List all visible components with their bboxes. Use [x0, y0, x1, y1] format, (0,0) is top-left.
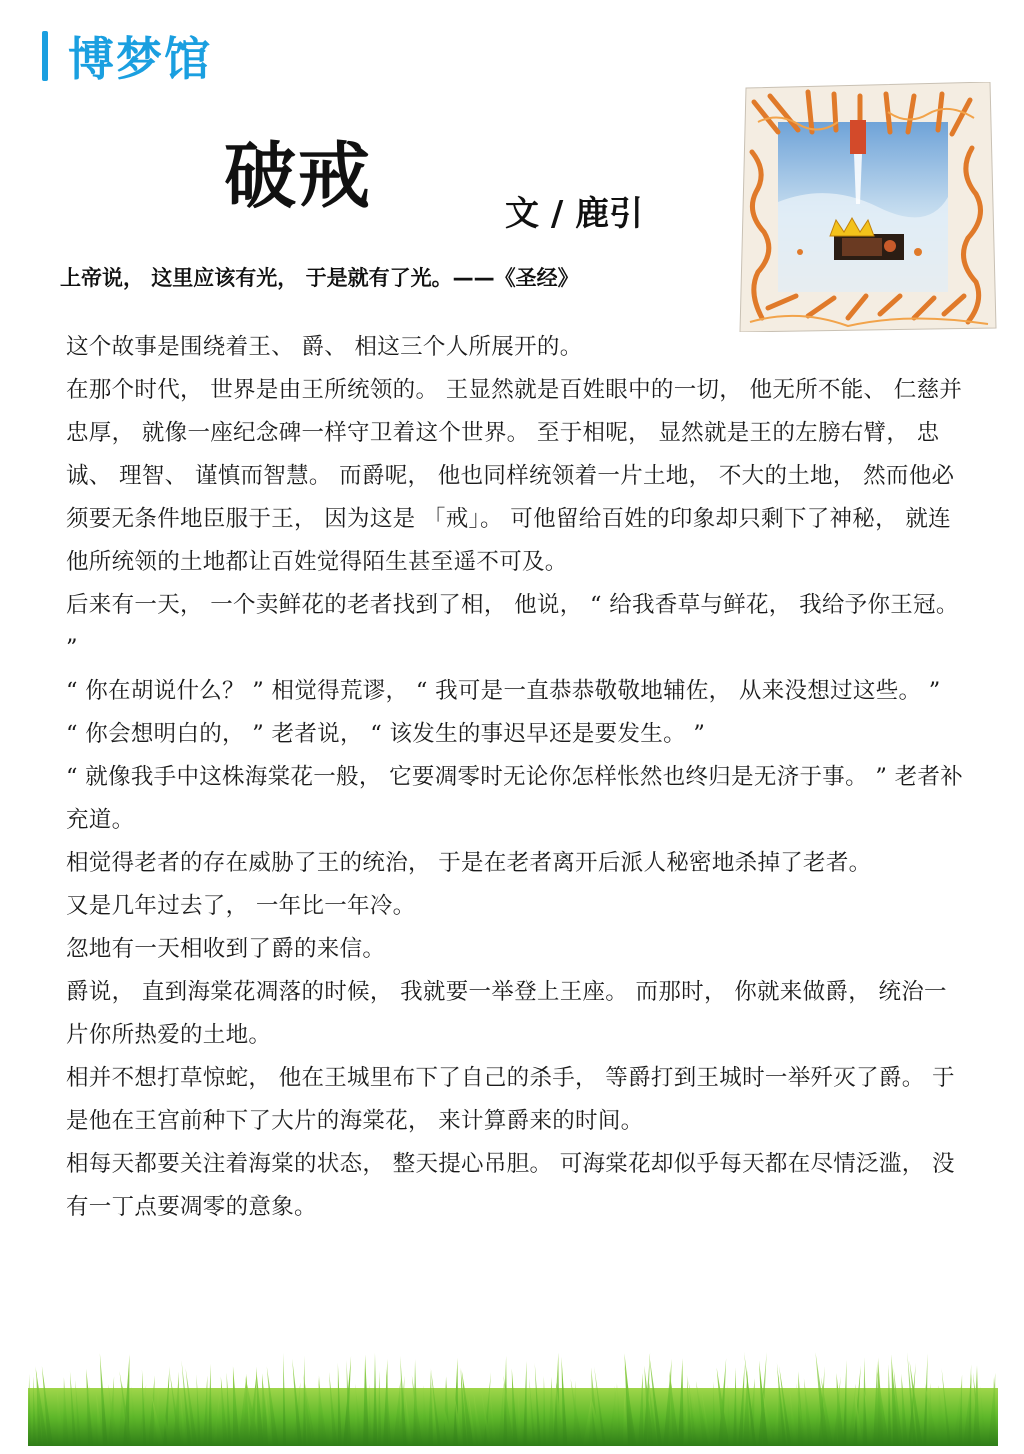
paragraph: “ 你在胡说什么？ ” 相觉得荒谬， “ 我可是一直恭恭敬敬地辅佐， 从来没想过这些。 ”: [66, 678, 941, 704]
paragraph: “ 你会想明白的， ” 老者说， “ 该发生的事迟早还是要发生。 ”: [66, 721, 706, 747]
paragraph: 在那个时代， 世界是由王所统领的。 王显然就是百姓眼中的一切， 他无所不能、 仁慈并忠厚， 就像一座纪念碑一样守卫着这个世界。 至于相呢， 显然就是王的左膀右臂， 忠诚、 理智、 谨慎而智慧。 而爵呢， 他也同样统领着一片土地， 不大的土地， 然而他必须要无条件地臣服于王， 因为这是 「戒」。 可他留给百姓的印象却只剩下了神秘， 就连他所统领的土地都让百姓觉得陌生甚至遥不可及。: [66, 377, 963, 575]
article-epigraph: 上帝说， 这里应该有光， 于是就有了光。——《圣经》: [60, 266, 579, 290]
section-accent-bar: [42, 31, 48, 81]
paragraph: 相并不想打草惊蛇， 他在王城里布下了自己的杀手， 等爵打到王城时一举歼灭了爵。 于是他在王宫前种下了大片的海棠花， 来计算爵来的时间。: [66, 1065, 955, 1134]
album-art-image: [738, 82, 998, 332]
paragraph: 又是几年过去了， 一年比一年冷。: [66, 893, 416, 919]
paragraph: 这个故事是围绕着王、 爵、 相这三个人所展开的。: [66, 334, 583, 360]
article-title: 破戒: [224, 134, 373, 218]
section-header: [42, 30, 212, 86]
paragraph: 相觉得老者的存在威胁了王的统治， 于是在老者离开后派人秘密地杀掉了老者。: [66, 850, 872, 876]
paragraph: 爵说， 直到海棠花凋落的时候， 我就要一举登上王座。 而那时， 你就来做爵， 统治一片你所热爱的土地。: [66, 979, 947, 1048]
grass-border-image: [28, 1336, 998, 1446]
paragraph: 忽地有一天相收到了爵的来信。: [66, 936, 386, 962]
paragraph: 后来有一天， 一个卖鲜花的老者找到了相， 他说， “ 给我香草与鲜花， 我给予你王冠。 ”: [66, 592, 959, 661]
article-byline: 文 / 鹿引: [505, 194, 644, 234]
paragraph: 相每天都要关注着海棠的状态， 整天提心吊胆。 可海棠花却似乎每天都在尽情泛滥， 没有一丁点要凋零的意象。: [66, 1151, 955, 1220]
article-body: [66, 326, 966, 1229]
section-title: 博梦馆: [68, 32, 212, 86]
paragraph: “ 就像我手中这株海棠花一般， 它要凋零时无论你怎样怅然也终归是无济于事。 ” 老者补充道。: [66, 764, 964, 833]
